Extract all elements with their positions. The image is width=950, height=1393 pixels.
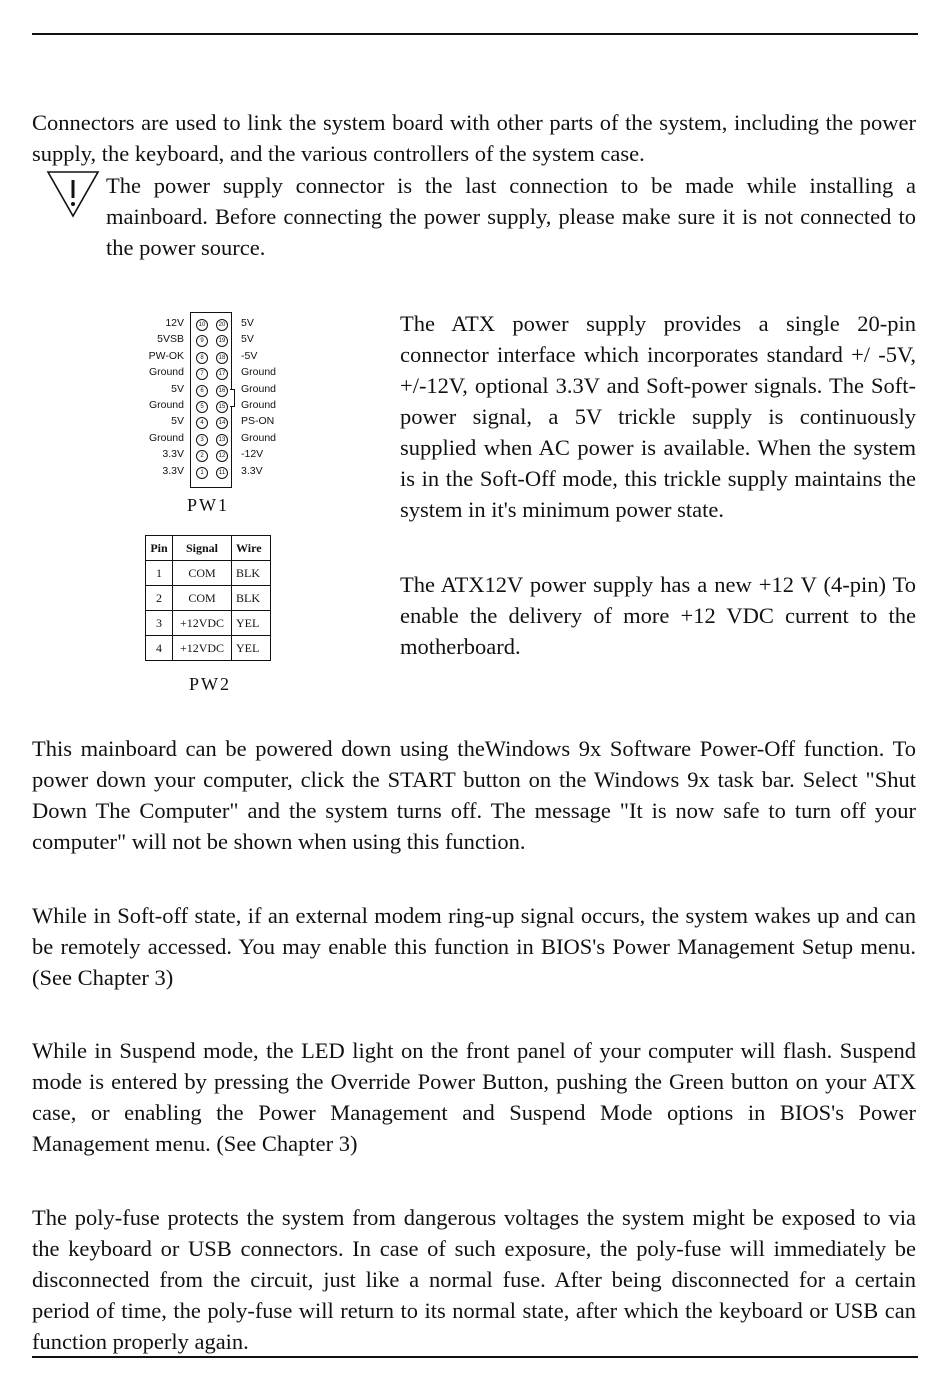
bottom-rule <box>32 1356 918 1358</box>
top-rule <box>32 33 918 35</box>
pw1-connector-diagram <box>120 312 320 492</box>
pw2-caption: PW2 <box>189 674 231 694</box>
pw2-header-wire: Wire <box>232 536 271 561</box>
pw1-left-signal-label: 3.3V <box>162 448 184 461</box>
pw1-pin-number: 9 <box>196 335 208 347</box>
pw1-right-signal-label: PS-ON <box>241 415 275 428</box>
pw2-cell-wire: YEL <box>232 636 271 661</box>
table-row <box>146 611 271 636</box>
atx-paragraph: The ATX power supply provides a single 20-pin connector interface which incorporates standard +/ -5V, +/-12V, optional 3.3V and Soft-power signals. The Soft-power signal, a 5V trickle supply is continuously supplied when AC power is available. When the system is in the Soft-Off mode, this trickle supply maintains the system in it's minimum power state. <box>400 311 916 522</box>
pw1-pin-number: 10 <box>196 319 208 331</box>
pw1-right-signal-label: -5V <box>241 349 258 362</box>
pw1-pin-row <box>120 350 320 366</box>
pw1-pin-number: 6 <box>196 385 208 397</box>
pw1-pin-row <box>120 383 320 399</box>
pw1-pin-number: 17 <box>216 368 228 380</box>
pw1-caption: PW1 <box>187 495 229 515</box>
pw1-pin-number: 4 <box>196 417 208 429</box>
pw1-pin-row <box>120 465 320 481</box>
suspend-paragraph: While in Suspend mode, the LED light on the front panel of your computer will flash. Suspend mode is entered by pressing the Override Power Button, pushing the Green button on your ATX case, or enabling the Power Management and Suspend Mode options in BIOS's Power Management menu. (See Chapter 3) <box>32 1038 916 1156</box>
pw1-right-signal-label: Ground <box>241 399 277 411</box>
pw1-pin-row <box>120 399 320 415</box>
pw2-cell-signal: +12VDC <box>173 636 232 661</box>
pw2-cell-wire: BLK <box>232 586 271 611</box>
pw1-pin-number: 7 <box>196 368 208 380</box>
pw1-right-signal-label: Ground <box>241 382 277 395</box>
pw1-pin-number: 12 <box>216 450 228 462</box>
pw1-left-signal-label: PW-OK <box>148 349 184 362</box>
pw1-left-signal-label: 5V <box>171 382 184 395</box>
warning-paragraph: The power supply connector is the last connection to be made while installing a mainboard. Before connecting the power supply, please make sure it is not connected to the power source. <box>106 173 916 260</box>
table-row <box>146 586 271 611</box>
pw1-pin-row <box>120 366 320 382</box>
pw1-left-signal-label: Ground <box>148 399 184 411</box>
intro-paragraph: Connectors are used to link the system board with other parts of the system, including the power supply, the keyboard, and the various controllers of the system case. <box>32 110 916 166</box>
pw1-right-signal-label: 3.3V <box>241 464 263 477</box>
pw1-pin-number: 15 <box>216 401 228 413</box>
pw1-left-signal-label: Ground <box>148 431 184 444</box>
pw2-cell-signal: +12VDC <box>173 611 232 636</box>
pw2-cell-signal: COM <box>173 561 232 586</box>
pw2-cell-wire: YEL <box>232 611 271 636</box>
pw1-right-signal-label: 5V <box>241 333 254 346</box>
pw1-pin-row <box>120 333 320 349</box>
software-poweroff-paragraph: This mainboard can be powered down using theWindows 9x Software Power-Off function. To power down your computer, click the START button on the Windows 9x task bar. Select "Shut Down The Computer" and the system turns off. The message "It is now safe to turn off your computer" will not be shown when using this function. <box>32 736 916 854</box>
pw1-left-signal-label: 5VSB <box>157 333 184 346</box>
pw1-right-signal-label: 5V <box>241 317 254 329</box>
pw1-left-signal-label: 3.3V <box>162 464 184 477</box>
pw1-pin-row <box>120 432 320 448</box>
pw2-header-pin: Pin <box>146 536 173 561</box>
pw1-pin-number: 16 <box>216 385 228 397</box>
pw1-right-signal-label: Ground <box>241 431 277 444</box>
atx12v-paragraph: The ATX12V power supply has a new +12 V (4-pin) To enable the delivery of more +12 VDC current to the motherboard. <box>400 572 916 659</box>
pw1-left-signal-label: 12V <box>165 317 184 329</box>
pw2-cell-pin: 2 <box>146 586 173 611</box>
pw1-right-signal-label: Ground <box>241 366 277 379</box>
pw1-right-signal-label: -12V <box>241 448 264 461</box>
polyfuse-paragraph: The poly-fuse protects the system from dangerous voltages the system might be exposed to via the keyboard or USB connectors. In case of such exposure, the poly-fuse will immediately be disconnected from the circuit, just like a normal fuse. After being disconnected for a certain period of time, the poly-fuse will return to its normal state, after which the keyboard or USB can function properly again. <box>32 1205 916 1354</box>
pw2-header-signal: Signal <box>173 536 232 561</box>
pw1-pin-number: 2 <box>196 450 208 462</box>
pw1-pin-number: 8 <box>196 352 208 364</box>
pw1-pin-number: 19 <box>216 335 228 347</box>
pw1-pin-number: 5 <box>196 401 208 413</box>
pw1-pin-row <box>120 415 320 431</box>
pw1-pin-number: 18 <box>216 352 228 364</box>
pw1-pin-number: 13 <box>216 434 228 446</box>
pw2-header-row <box>146 536 271 561</box>
pw1-left-signal-label: Ground <box>148 366 184 379</box>
pw2-cell-wire: BLK <box>232 561 271 586</box>
pw1-left-signal-label: 5V <box>171 415 184 428</box>
pw1-pin-number: 11 <box>216 467 228 479</box>
table-row <box>146 636 271 661</box>
modem-ring-paragraph: While in Soft-off state, if an external modem ring-up signal occurs, the system wakes up and can be remotely accessed. You may enable this function in BIOS's Power Management Setup menu. (See Chapter 3) <box>32 903 916 990</box>
pw2-cell-signal: COM <box>173 586 232 611</box>
pw1-pin-number: 3 <box>196 434 208 446</box>
warning-icon <box>46 170 100 218</box>
pw1-pin-row <box>120 317 320 333</box>
table-row <box>146 561 271 586</box>
pw2-cell-pin: 3 <box>146 611 173 636</box>
pw1-pin-row <box>120 448 320 464</box>
pw1-pin-number: 20 <box>216 319 228 331</box>
pw2-cell-pin: 4 <box>146 636 173 661</box>
pw2-cell-pin: 1 <box>146 561 173 586</box>
pw1-pin-number: 14 <box>216 417 228 429</box>
pw1-pin-number: 1 <box>196 467 208 479</box>
pw2-pin-table <box>145 535 271 661</box>
